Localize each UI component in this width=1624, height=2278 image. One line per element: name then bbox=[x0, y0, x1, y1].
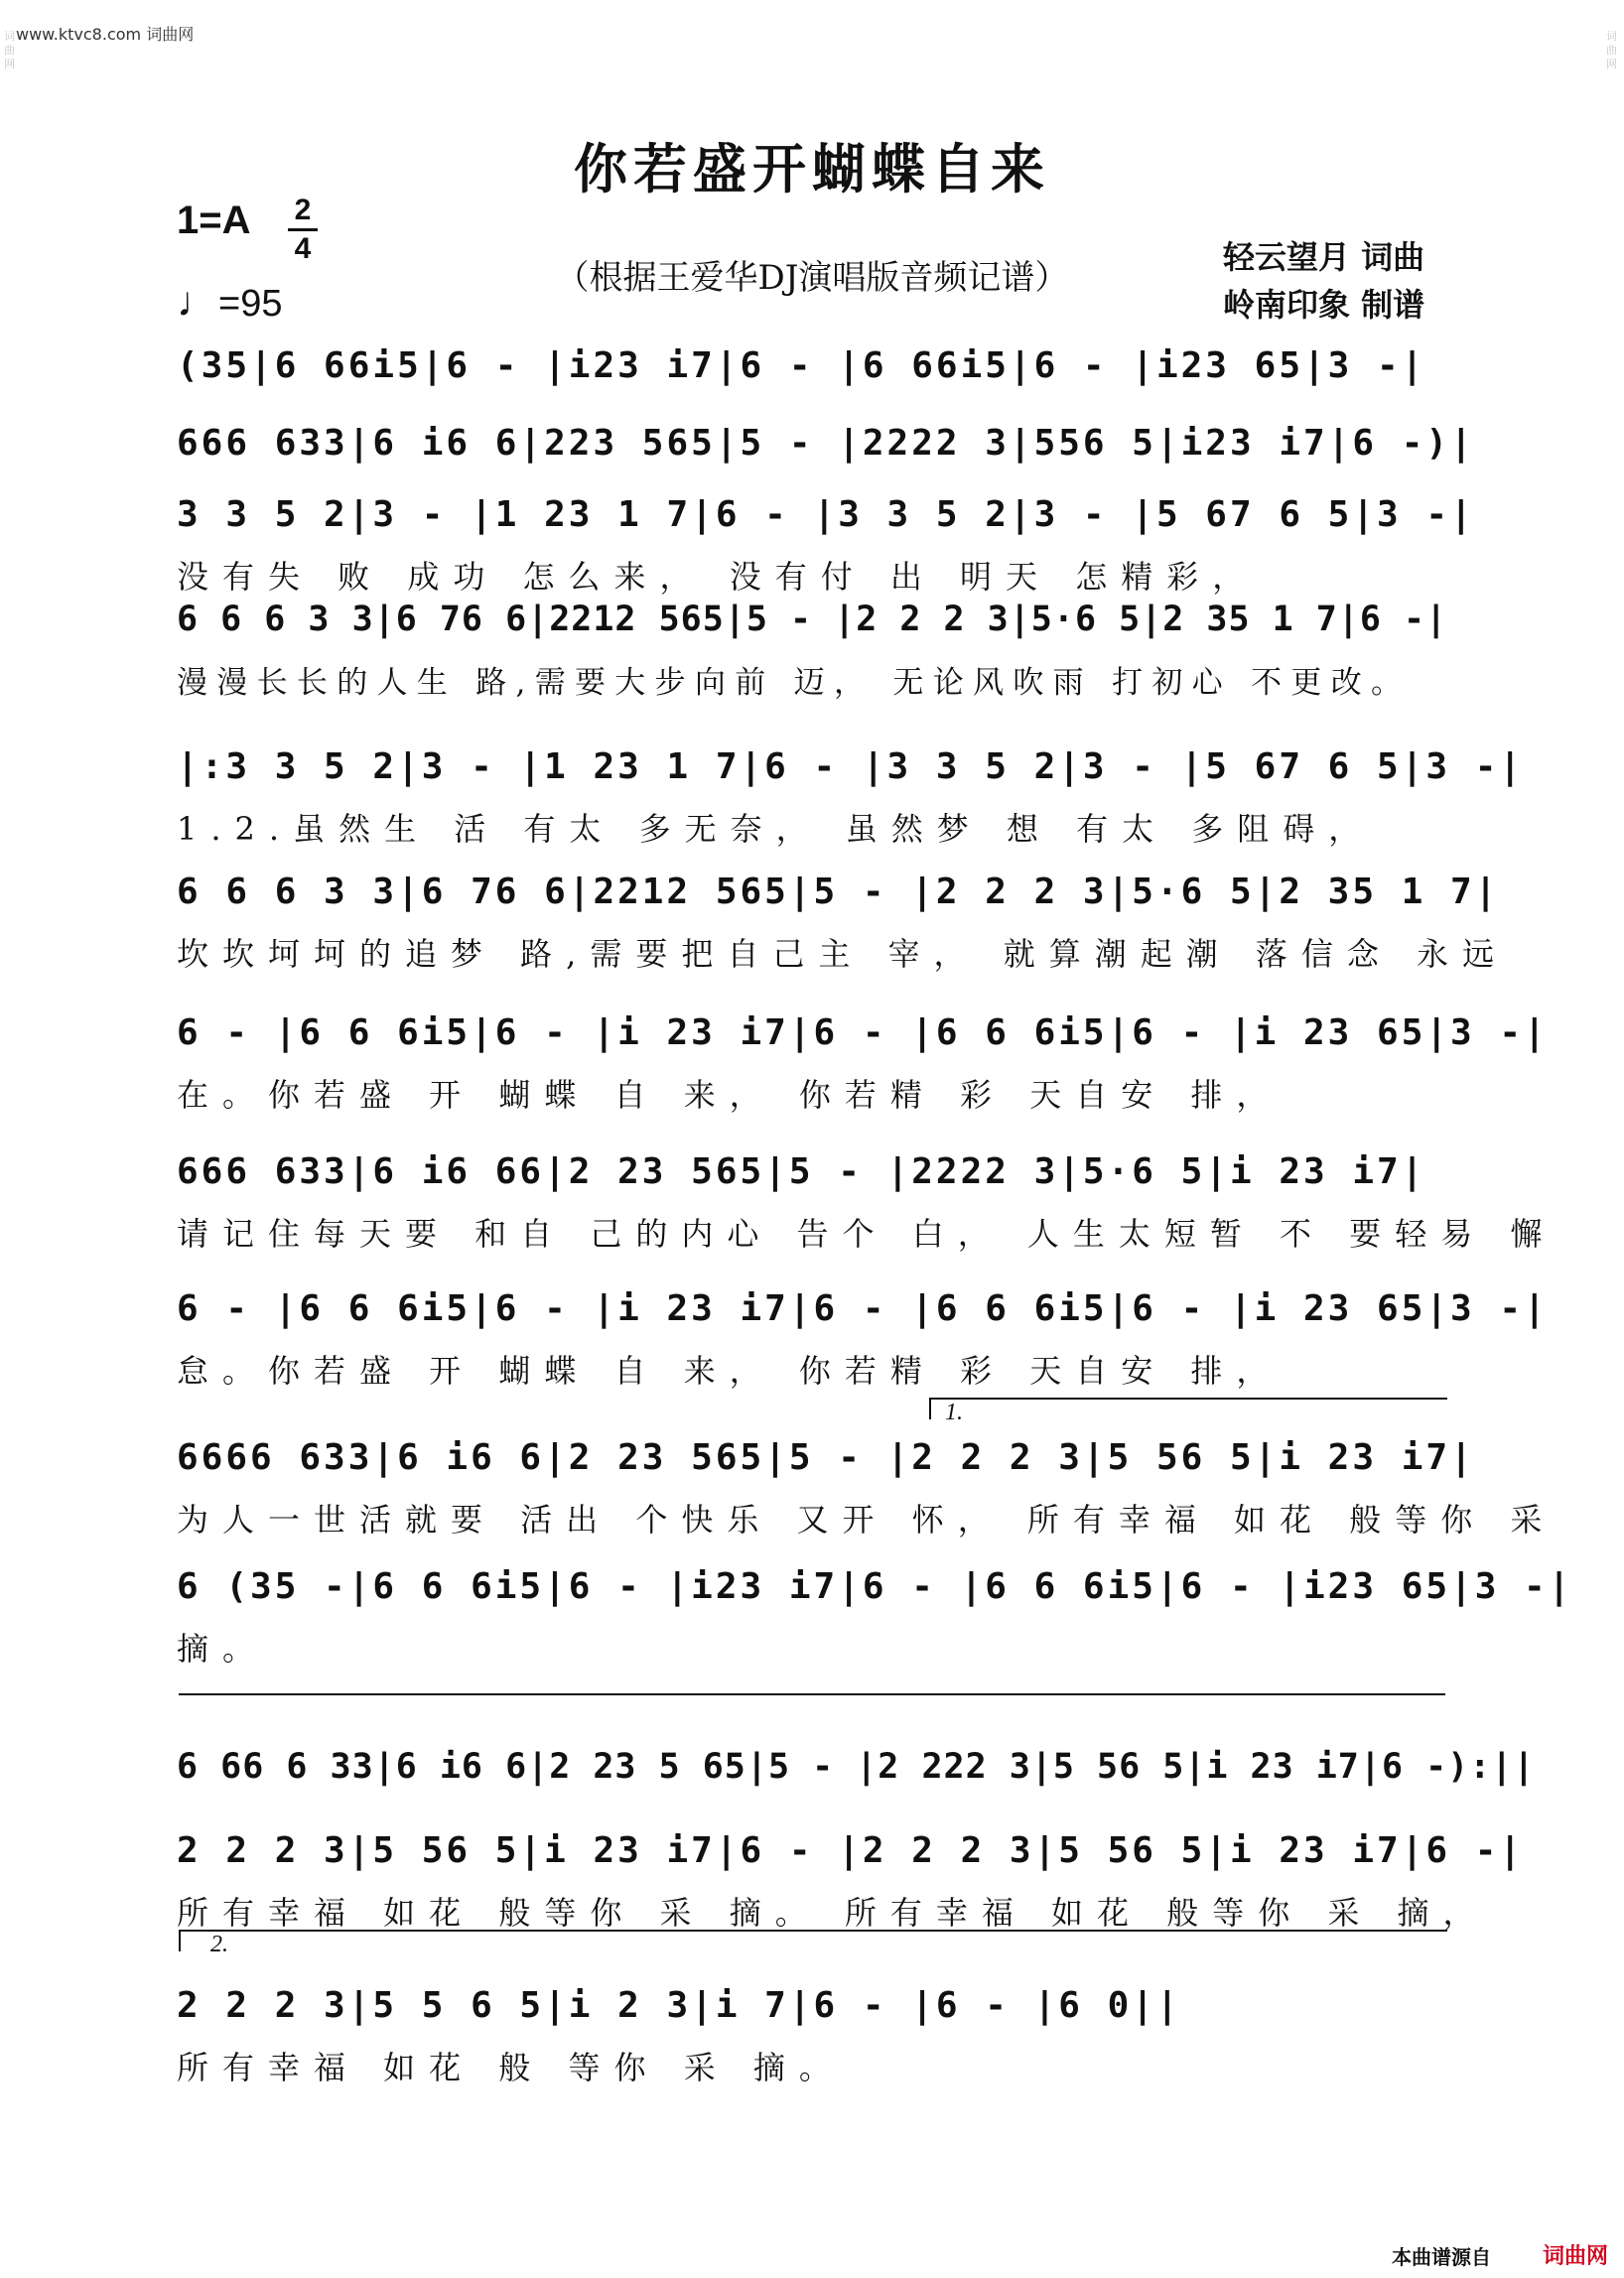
beam-line bbox=[177, 1483, 1437, 1484]
notation-row: 3 3 5 2|3 - |1 23 1 7|6 - |3 3 5 2|3 - |5 67 6 5|3 -| bbox=[177, 494, 1475, 535]
volta-bracket-end-line bbox=[179, 1693, 1445, 1695]
volta-number-second: 2. bbox=[210, 1932, 228, 1957]
notation-row: 2 2 2 3|5 5 6 5|i 2 3|i 7|6 - |6 - |6 0|| bbox=[177, 1985, 1181, 2026]
left-watermark-strip bbox=[4, 30, 18, 71]
beam-line bbox=[177, 2031, 1437, 2032]
notation-row: 6 - |6 6 6i5|6 - |i 23 i7|6 - |6 6 6i5|6 - |i 23 65|3 -| bbox=[177, 1012, 1549, 1053]
notation-row: 6 (35 -|6 6 6i5|6 - |i23 i7|6 - |6 6 6i5|6 - |i23 65|3 -| bbox=[177, 1566, 1573, 1607]
beam-line bbox=[177, 1058, 1437, 1059]
beam-line bbox=[177, 1197, 1437, 1198]
footer-brand-logo[interactable]: 词曲网 bbox=[1543, 2244, 1609, 2269]
beam-line bbox=[177, 645, 1437, 646]
key-signature: 1=A bbox=[177, 199, 251, 242]
notation-row: 6 6 6 3 3|6 76 6|2212 565|5 - |2 2 2 3|5·6 5|2 35 1 7|6 -| bbox=[177, 600, 1448, 639]
quarter-note-icon: ♩ bbox=[177, 278, 218, 325]
beam-line bbox=[177, 917, 1437, 918]
volta-bracket-first bbox=[929, 1398, 1447, 1425]
time-signature-bottom: 4 bbox=[294, 232, 312, 265]
lyric-row: 坎坎坷坷的追梦 路,需要把自己主 宰， 就算潮起潮 落信念 永远 bbox=[177, 935, 1509, 973]
lyric-row: 请记住每天要 和自 己的内心 告个 白， 人生太短暂 不 要轻易 懈 bbox=[177, 1215, 1556, 1253]
right-watermark-strip bbox=[1606, 30, 1620, 71]
lyric-row: 所有幸福 如花 般等你 采 摘。 所有幸福 如花 般等你 采 摘， bbox=[177, 1894, 1489, 1932]
notation-row: 6666 633|6 i6 6|2 23 565|5 - |2 2 2 3|5 56 5|i 23 i7| bbox=[177, 1437, 1475, 1478]
notation-row: |:3 3 5 2|3 - |1 23 1 7|6 - |3 3 5 2|3 - |5 67 6 5|3 -| bbox=[177, 746, 1525, 787]
site-url[interactable]: www.ktvc8.com 词曲网 bbox=[16, 25, 195, 44]
beam-line bbox=[177, 391, 1437, 392]
time-signature-top: 2 bbox=[294, 194, 312, 226]
lyric-row: 漫漫长长的人生 路,需要大步向前 迈， 无论风吹雨 打初心 不更改。 bbox=[177, 665, 1412, 701]
lyric-row: 为人一世活就要 活出 个快乐 又开 怀， 所有幸福 如花 般等你 采 bbox=[177, 1501, 1556, 1539]
footer-source-label: 本曲谱源自 bbox=[1392, 2245, 1491, 2269]
notation-row: (35|6 66i5|6 - |i23 i7|6 - |6 66i5|6 - |i23 65|3 -| bbox=[177, 345, 1426, 386]
beam-line bbox=[177, 1612, 1437, 1613]
notation-row: 2 2 2 3|5 56 5|i 23 i7|6 - |2 2 2 3|5 56 5|i 23 i7|6 -| bbox=[177, 1830, 1525, 1871]
beam-line bbox=[177, 1876, 1437, 1877]
tempo-value: =95 bbox=[218, 283, 283, 325]
notation-row: 6 6 6 3 3|6 76 6|2212 565|5 - |2 2 2 3|5·6 5|2 35 1 7| bbox=[177, 871, 1500, 912]
beam-line bbox=[177, 1793, 1437, 1794]
notation-row: 666 633|6 i6 6|223 565|5 - |2222 3|556 5|i23 i7|6 -)| bbox=[177, 423, 1475, 464]
transcriber-credit: 岭南印象 制谱 bbox=[1223, 286, 1425, 324]
beam-line bbox=[177, 540, 1437, 541]
lyric-row: 摘。 bbox=[177, 1630, 269, 1668]
lyric-row: 怠。你若盛 开 蝴蝶 自 来， 你若精 彩 天自安 排， bbox=[177, 1352, 1283, 1390]
volta-number-first: 1. bbox=[945, 1400, 963, 1425]
left-watermark-text: 词曲网 bbox=[4, 30, 15, 70]
subtitle: （根据王爱华DJ演唱版音频记谱） bbox=[555, 258, 1069, 298]
lyric-row: 没有失 败 成功 怎么来， 没有付 出 明天 怎精彩， bbox=[177, 558, 1259, 596]
lyric-row: 在。你若盛 开 蝴蝶 自 来， 你若精 彩 天自安 排， bbox=[177, 1076, 1283, 1114]
song-title: 你若盛开蝴蝶自来 bbox=[574, 137, 1050, 201]
right-watermark-text: 词曲网 bbox=[1606, 30, 1617, 70]
lyric-row: 1.2.虽然生 活 有太 多无奈， 虽然梦 想 有太 多阻碍， bbox=[177, 810, 1375, 848]
beam-line bbox=[177, 792, 1437, 793]
lyric-row: 所有幸福 如花 般 等你 采 摘。 bbox=[177, 2049, 845, 2086]
notation-row: 6 - |6 6 6i5|6 - |i 23 i7|6 - |6 6 6i5|6 - |i 23 65|3 -| bbox=[177, 1288, 1549, 1329]
volta-bracket-second bbox=[179, 1930, 1447, 1957]
notation-row: 6 66 6 33|6 i6 6|2 23 5 65|5 - |2 222 3|5 56 5|i 23 i7|6 -):|| bbox=[177, 1747, 1536, 1787]
beam-line bbox=[177, 1334, 1437, 1335]
lyricist-composer-credit: 轻云望月 词曲 bbox=[1223, 238, 1425, 276]
notation-row: 666 633|6 i6 66|2 23 565|5 - |2222 3|5·6 5|i 23 i7| bbox=[177, 1151, 1426, 1192]
